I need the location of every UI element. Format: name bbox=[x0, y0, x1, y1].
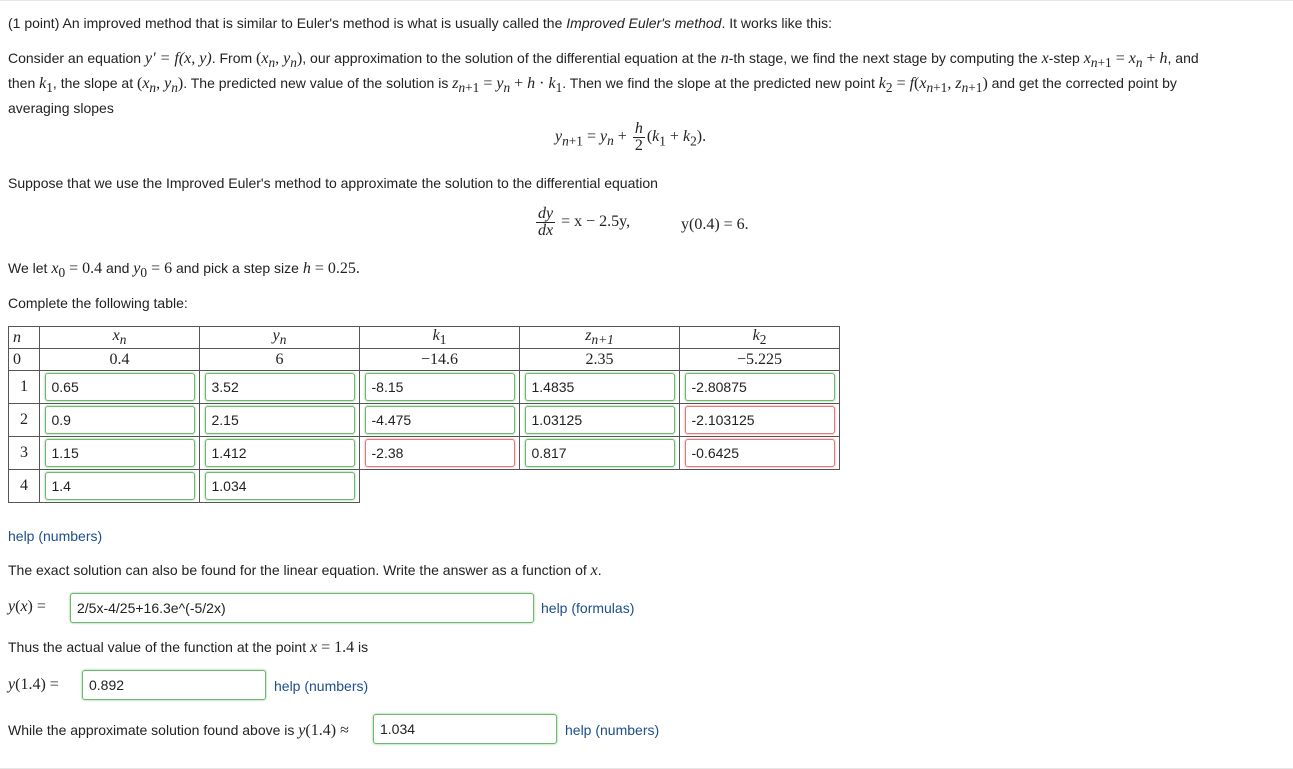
table-row: 0 0.4 6 −14.6 2.35 −5.225 bbox=[9, 349, 840, 371]
table-header-row bbox=[9, 327, 840, 349]
header-n: n bbox=[9, 327, 40, 349]
k2-input-2[interactable]: -2.103125 bbox=[685, 406, 835, 434]
y-of-x-label: y(x) = bbox=[8, 598, 46, 615]
intro-line bbox=[8, 13, 1278, 33]
zn1-input-1[interactable]: 1.4835 bbox=[525, 373, 675, 401]
help-numbers-link-table[interactable]: help (numbers) bbox=[8, 528, 103, 544]
intro-tail: . It works like this: bbox=[721, 15, 832, 31]
math-ode: y′ = f(x, y) bbox=[145, 50, 212, 67]
yn-input-3[interactable]: 1.412 bbox=[205, 439, 355, 467]
setup-line: We let $x_0 = 0.4$ and $y_0 = 6$ and pick a step size h = 0.25. bbox=[8, 260, 360, 281]
suppose-text: Suppose that we use the Improved Euler's method to approximate the solution to the differential equation bbox=[8, 175, 658, 191]
actual-value-text: Thus the actual value of the function at the point x = 1.4 is bbox=[8, 639, 369, 656]
header-k2: $k_2$ bbox=[680, 327, 840, 349]
corrector-formula: $y_{n+1} = y_n$ + $\frac{h}{2}$ $(k_1 + k_2)$. bbox=[555, 120, 707, 154]
exact-text: The exact solution can also be found for the linear equation. Write the answer as a function of x. bbox=[8, 562, 602, 579]
math-predict: $z_{n+1} = y_n + h \cdot k_1$ bbox=[452, 75, 563, 96]
improved-euler-table bbox=[8, 326, 840, 503]
xn-input-2[interactable]: 0.9 bbox=[45, 406, 195, 434]
zn1-input-2[interactable]: 1.03125 bbox=[525, 406, 675, 434]
ode-rhs: = x − 2.5y, bbox=[561, 213, 631, 231]
method-description: Consider an equation y′ = f(x, y). From ($x_n$, $y_n$), our approximation to the solution of the differential equation at the n-th stage, we find the next stage by computing the x-step $x_{n+1} = x_n + h$, and then $k_1$, the slope at ($x_n$, $y_n$). The predicted new value of the solution is $z_{n+1} = y_n + h \cdot k_1$. Then we find the slope at the predicted new point $k_2 = f(x_{n+1}$, $z_{n+1}$) and get the corrected point by averaging slopes bbox=[8, 50, 1199, 117]
k1-input-2[interactable]: -4.475 bbox=[365, 406, 515, 434]
header-zn1: $z_{n+1}$ bbox=[520, 327, 680, 349]
ode-equation: $\frac{dy}{dx}$ = x − 2.5y, bbox=[538, 205, 631, 239]
help-numbers-link-actual[interactable]: help (numbers) bbox=[274, 678, 369, 694]
math-k2: $k_2 = f(x_{n+1}$, $z_{n+1}$) bbox=[878, 75, 988, 96]
actual-value-input[interactable]: 0.892 bbox=[82, 670, 266, 700]
yn-input-4[interactable]: 1.034 bbox=[205, 472, 355, 500]
k1-input-3[interactable]: -2.38 bbox=[365, 439, 515, 467]
table-row: 1 0.65 3.52 -8.15 1.4835 -2.80875 bbox=[9, 371, 840, 404]
help-formulas-link[interactable]: help (formulas) bbox=[541, 600, 635, 616]
header-xn: $x_n$ bbox=[40, 327, 200, 349]
ode-initial-condition: y(0.4) = 6. bbox=[681, 216, 749, 233]
zn1-input-3[interactable]: 0.817 bbox=[525, 439, 675, 467]
intro-text: An improved method that is similar to Euler's method is what is usually called the bbox=[62, 15, 563, 31]
approx-text: While the approximate solution found above is y(1.4) ≈ bbox=[8, 722, 349, 739]
complete-text: Complete the following table: bbox=[8, 295, 188, 311]
xn-input-4[interactable]: 1.4 bbox=[45, 472, 195, 500]
yn-input-1[interactable]: 3.52 bbox=[205, 373, 355, 401]
k2-input-3[interactable]: -0.6425 bbox=[685, 439, 835, 467]
approx-value-input[interactable]: 1.034 bbox=[373, 714, 557, 744]
yn-input-2[interactable]: 2.15 bbox=[205, 406, 355, 434]
xn-input-1[interactable]: 0.65 bbox=[45, 373, 195, 401]
k1-input-1[interactable]: -8.15 bbox=[365, 373, 515, 401]
math-point: ($x_n$, $y_n$) bbox=[256, 50, 303, 71]
exact-solution-input[interactable]: 2/5x-4/25+16.3e^(-5/2x) bbox=[70, 593, 534, 623]
points-label: (1 point) bbox=[8, 15, 60, 31]
help-numbers-link-approx[interactable]: help (numbers) bbox=[565, 722, 660, 738]
table-row: 4 1.4 1.034 bbox=[9, 470, 840, 503]
header-k1: $k_1$ bbox=[360, 327, 520, 349]
header-yn: $y_n$ bbox=[200, 327, 360, 349]
math-x-step: $x_{n+1} = x_n + h$ bbox=[1083, 50, 1168, 71]
table-row: 2 0.9 2.15 -4.475 1.03125 -2.103125 bbox=[9, 404, 840, 437]
method-name: Improved Euler's method bbox=[566, 15, 722, 31]
xn-input-3[interactable]: 1.15 bbox=[45, 439, 195, 467]
k2-input-1[interactable]: -2.80875 bbox=[685, 373, 835, 401]
y-1-4-label: y(1.4) = bbox=[8, 676, 59, 693]
table-row: 3 1.15 1.412 -2.38 0.817 -0.6425 bbox=[9, 437, 840, 470]
